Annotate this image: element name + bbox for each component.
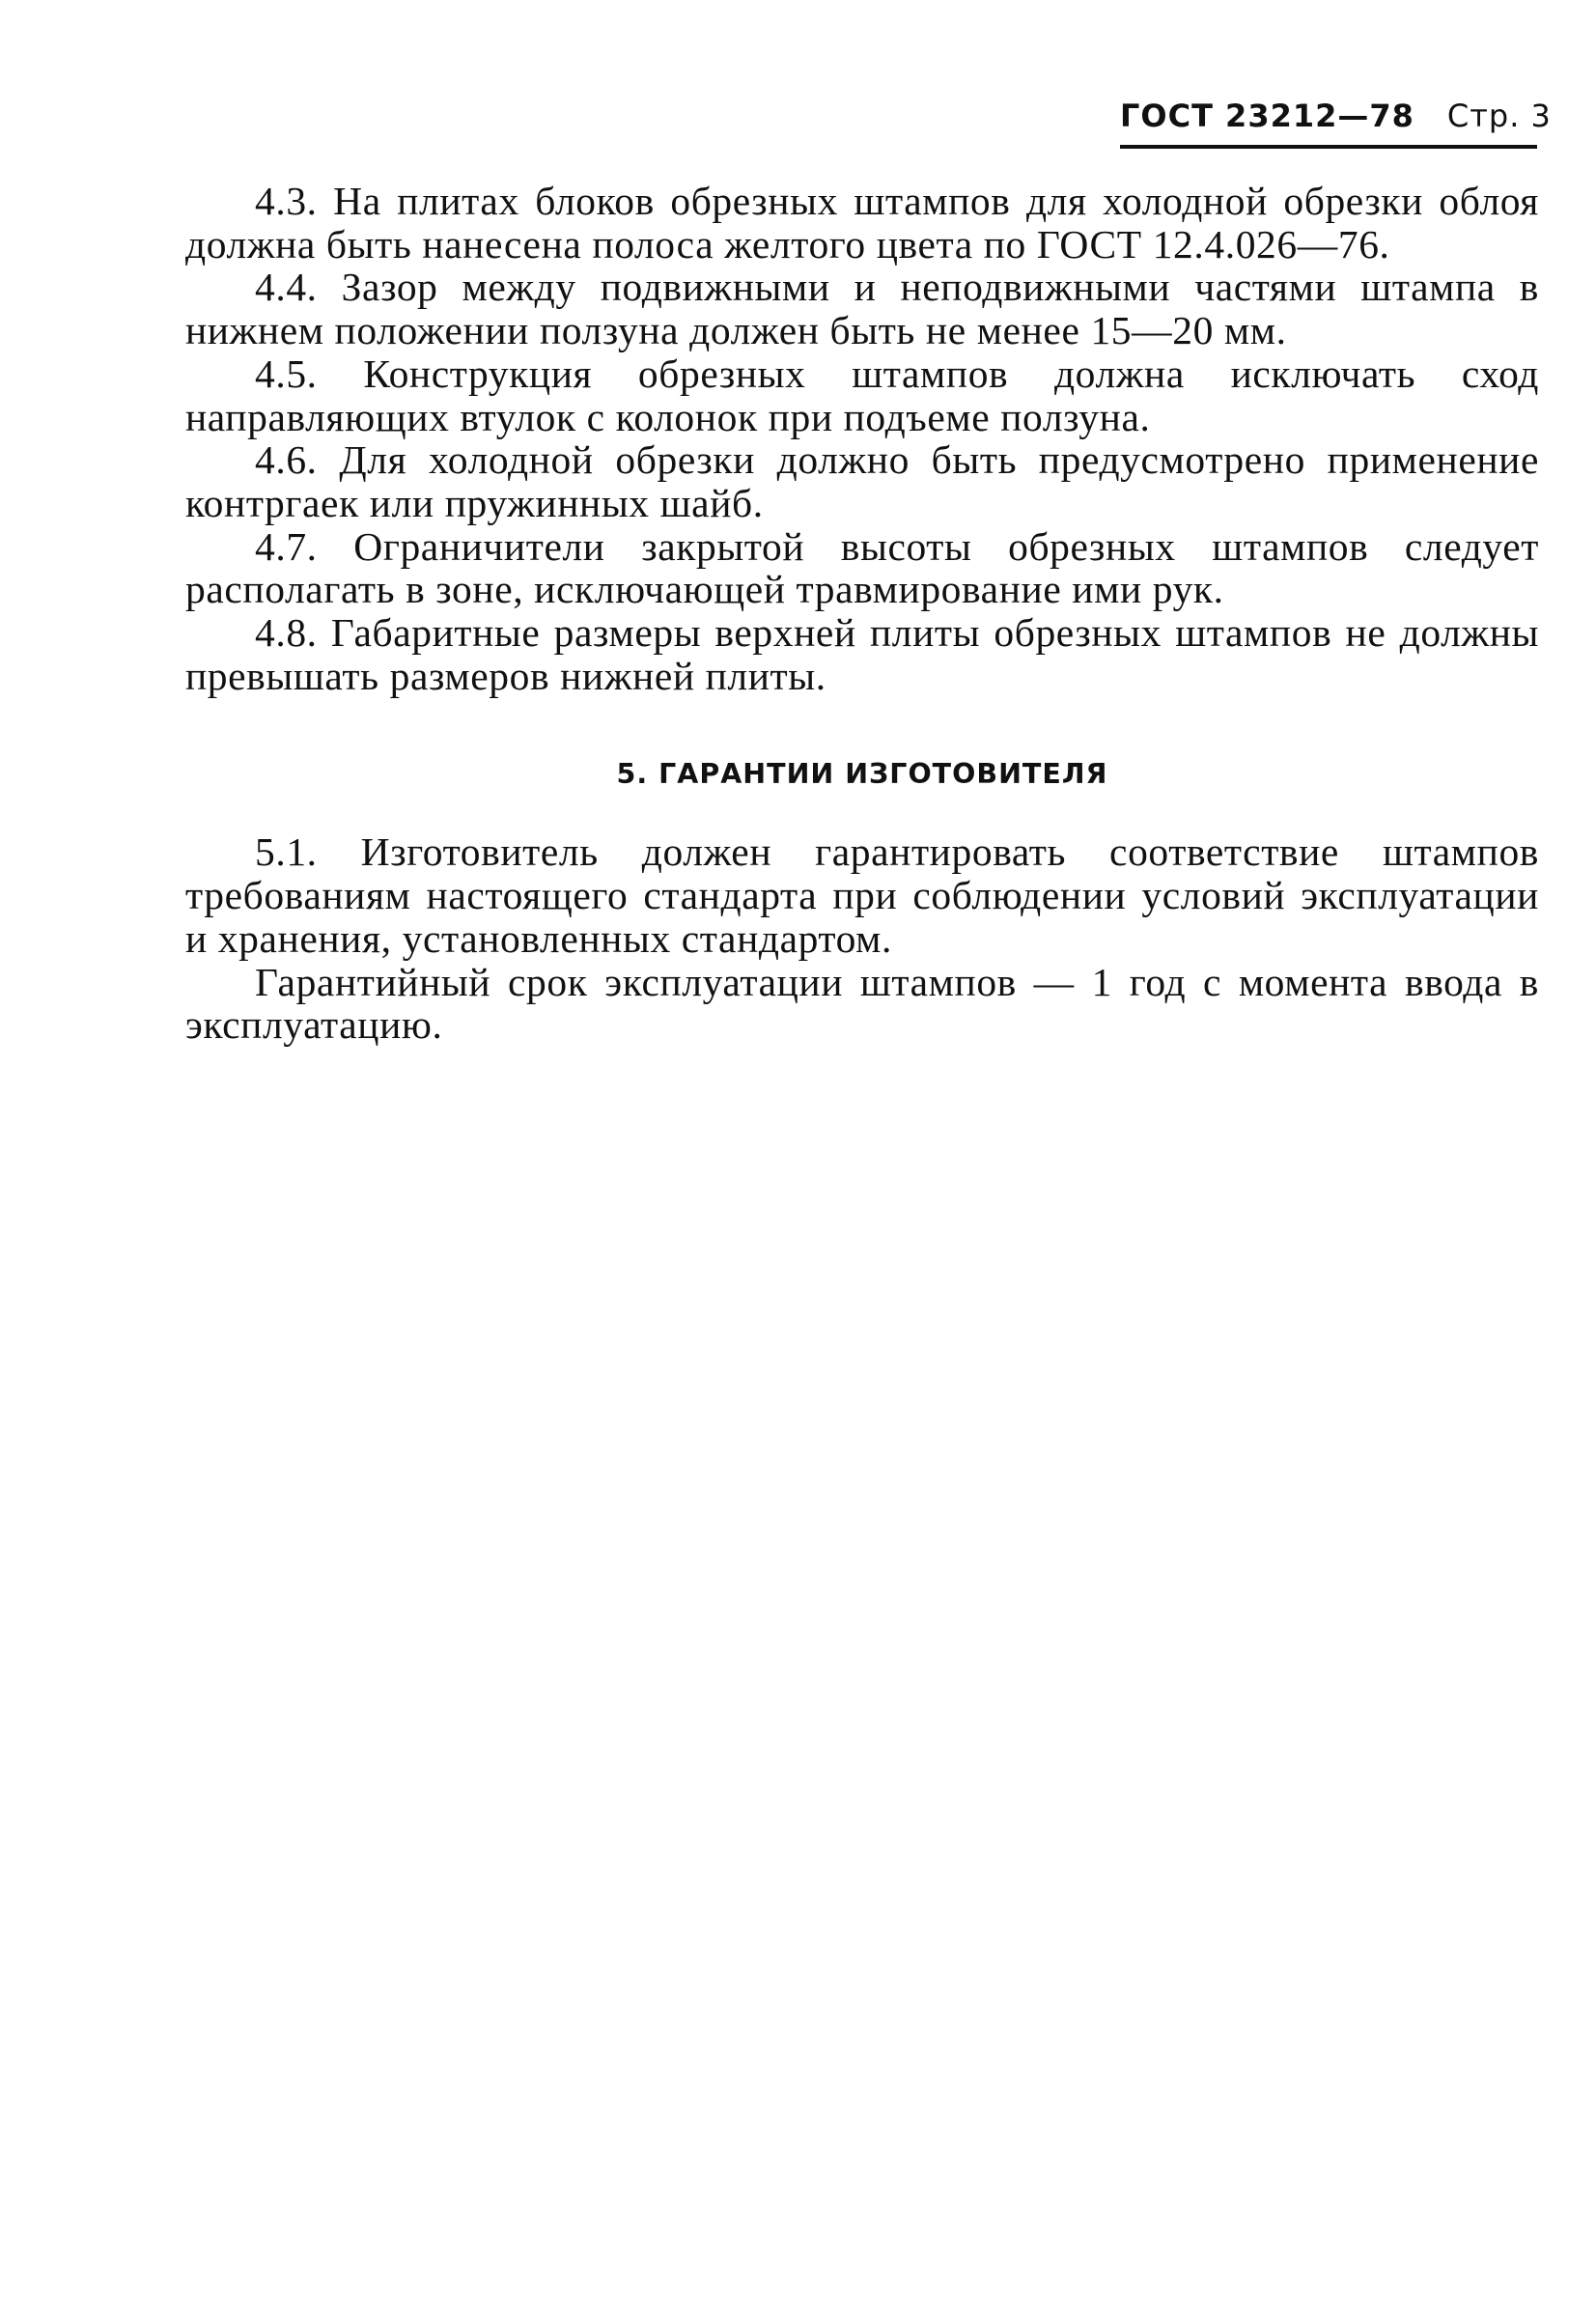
clause-5-1: 5.1. Изготовитель должен гарантировать соответствие штампов требованиям настоящего стандарта при соблюдении условий эксплуатации и хранения, установленных стандартом.	[185, 829, 1539, 961]
warranty-period: Гарантийный срок эксплуатации штампов — 1 год с момента ввода в эксплуатацию.	[185, 959, 1539, 1048]
standard-number: ГОСТ 23212—78	[1120, 98, 1414, 134]
page-header	[1120, 95, 1552, 149]
document-body	[185, 180, 1539, 1047]
clause-4-5: 4.5. Конструкция обрезных штампов должна исключать сход направляющих втулок с колонок при подъеме ползуна.	[185, 351, 1539, 439]
page-number: Стр. 3	[1446, 98, 1552, 134]
clause-4-3: 4.3. На плитах блоков обрезных штампов для холодной обрезки облоя должна быть нанесена полоса желтого цвета по ГОСТ 12.4.026—76.	[185, 179, 1539, 267]
clause-4-4: 4.4. Зазор между подвижными и неподвижными частями штампа в нижнем положении ползуна должен быть не менее 15—20 мм.	[185, 265, 1539, 353]
clause-4-6: 4.6. Для холодной обрезки должно быть предусмотрено применение контргаек или пружинных шайб.	[185, 437, 1539, 525]
clause-4-7: 4.7. Ограничители закрытой высоты обрезных штампов следует располагать в зоне, исключающей травмирование ими рук.	[185, 523, 1539, 612]
section-5-title: 5. ГАРАНТИИ ИЗГОТОВИТЕЛЯ	[616, 758, 1108, 791]
clause-4-8: 4.8. Габаритные размеры верхней плиты обрезных штампов не должны превышать размеров нижней плиты.	[185, 610, 1539, 698]
